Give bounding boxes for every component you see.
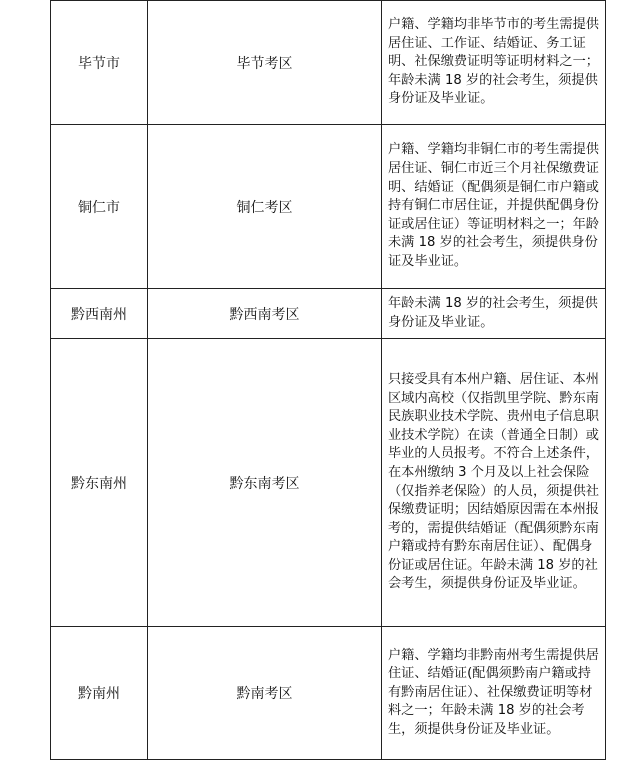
table-row	[51, 125, 606, 289]
city-cell: 毕节市	[51, 1, 148, 125]
exam-region-requirements-table	[50, 0, 606, 760]
exam-district-cell: 铜仁考区	[148, 125, 382, 289]
requirement-cell: 户籍、学籍均非铜仁市的考生需提供居住证、铜仁市近三个月社保缴费证明、结婚证（配偶须是铜仁市户籍或持有铜仁市居住证，并提供配偶身份证或居住证）等证明材料之一；年龄未满 18 岁的社会考生，须提供身份证及毕业证。	[382, 125, 606, 289]
table-row	[51, 1, 606, 125]
city-cell: 黔东南州	[51, 339, 148, 627]
city-cell: 铜仁市	[51, 125, 148, 289]
table-row	[51, 339, 606, 627]
requirement-cell: 年龄未满 18 岁的社会考生，须提供身份证及毕业证。	[382, 289, 606, 339]
table-row	[51, 289, 606, 339]
city-cell: 黔南州	[51, 627, 148, 760]
exam-district-cell: 毕节考区	[148, 1, 382, 125]
exam-district-cell: 黔西南考区	[148, 289, 382, 339]
exam-district-cell: 黔东南考区	[148, 339, 382, 627]
city-cell: 黔西南州	[51, 289, 148, 339]
table-row	[51, 627, 606, 760]
requirement-cell: 户籍、学籍均非黔南州考生需提供居住证、结婚证(配偶须黔南户籍或持有黔南居住证）、社保缴费证明等材料之一；年龄未满 18 岁的社会考生，须提供身份证及毕业证。	[382, 627, 606, 760]
requirement-cell: 只接受具有本州户籍、居住证、本州区域内高校（仅指凯里学院、黔东南民族职业技术学院、贵州电子信息职业技术学院）在读（普通全日制）或毕业的人员报考。不符合上述条件，在本州缴纳 3 个月及以上社会保险（仅指养老保险）的人员，须提供社保缴费证明；因结婚原因需在本州报考的，需提供结婚证（配偶须黔东南户籍或持有黔东南居住证）、配偶身份证或居住证。年龄未满 18 岁的社会考生，须提供身份证及毕业证。	[382, 339, 606, 627]
requirement-cell: 户籍、学籍均非毕节市的考生需提供居住证、工作证、结婚证、务工证明、社保缴费证明等证明材料之一；年龄未满 18 岁的社会考生，须提供身份证及毕业证。	[382, 1, 606, 125]
exam-district-cell: 黔南考区	[148, 627, 382, 760]
